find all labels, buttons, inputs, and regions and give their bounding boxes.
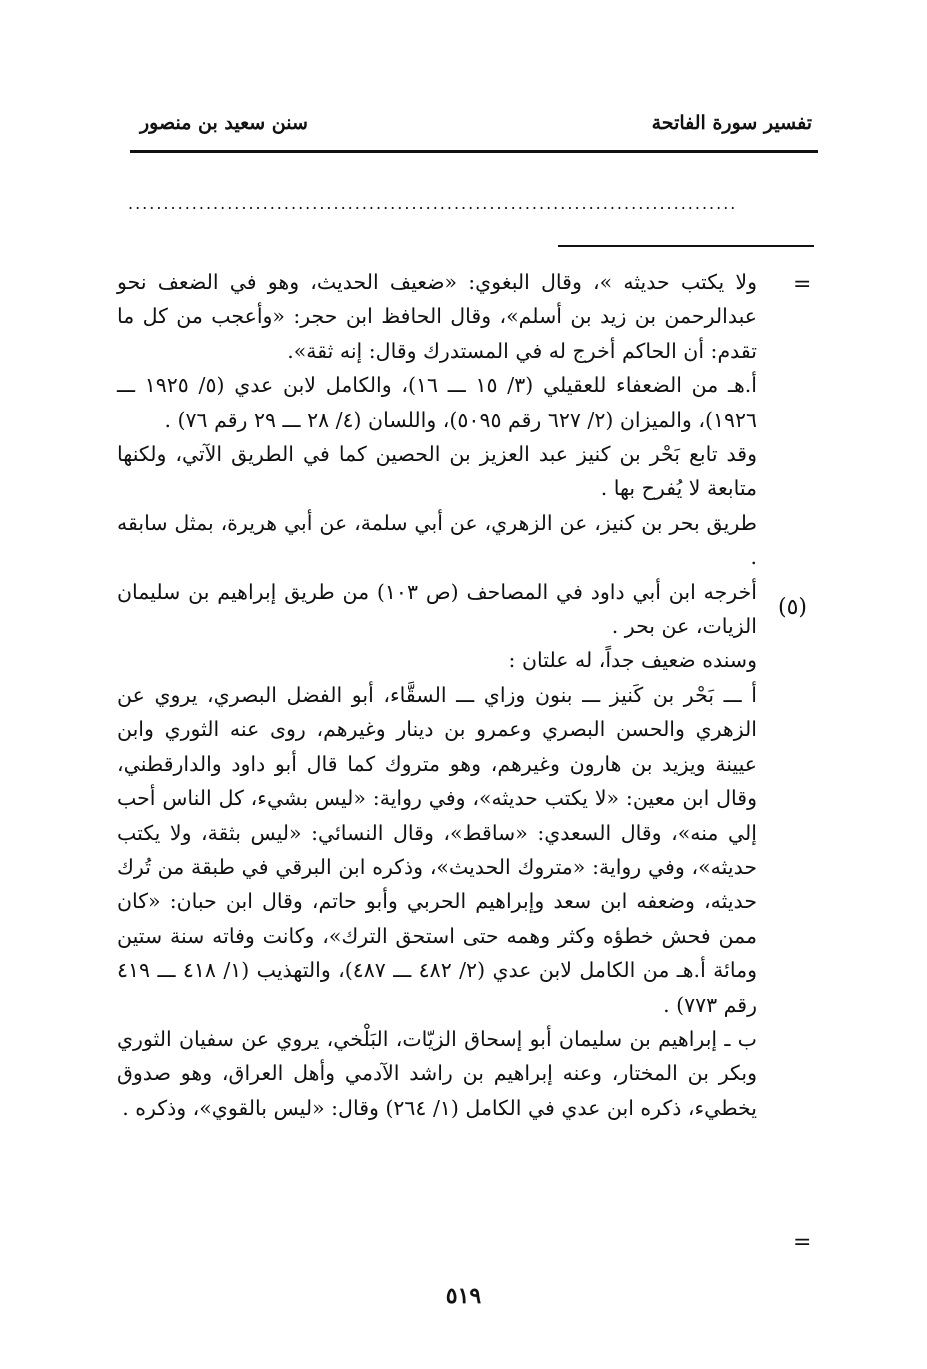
footnote-number-5: (٥) (778, 595, 808, 620)
paragraph-illa-b: ب ـ إبراهيم بن سليمان أبو إسحاق الزيّات، البَلْخي، يروي عن سفيان الثوري وبكر بن المختار، وعنه إبراهيم بن راشد الآدمي وأهل العراق، وهو صدوق يخطيء، ذكره ابن عدي في الكامل (١/ ٢٦٤) وقال: «ليس بالقوي»، وذكره . (117, 1026, 757, 1120)
continuation-marker-bottom: = (793, 1230, 812, 1255)
page-number: ٥١٩ (445, 1283, 482, 1309)
continuation-marker-top: = (793, 272, 812, 297)
paragraph-tariq-bahr: طريق بحر بن كنيز، عن الزهري، عن أبي سلمة، عن أبي هريرة، بمثل سابقه . (117, 510, 757, 570)
running-header-book: سنن سعيد بن منصور (140, 112, 308, 134)
ellipsis-dots-row: ...................................................................................... (128, 196, 738, 212)
paragraph-baghawi: ولا يكتب حديثه »، وقال البغوي: «ضعيف الحديث، وهو في الضعف نحو عبدالرحمن بن زيد بن أسلم»، وقال الحافظ ابن حجر: «وأعجب من كل ما تقدم: أن الحاكم أخرج له في المستدرك وقال: إنه ثقة». (117, 270, 757, 363)
paragraph-isnad-grade: وسنده ضعيف جداً، له علتان : (508, 648, 757, 673)
running-header-chapter: تفسير سورة الفاتحة (651, 112, 812, 134)
header-rule (130, 150, 818, 153)
paragraph-takhrij: أخرجه ابن أبي داود في المصاحف (ص ١٠٣) من طريق إبراهيم بن سليمان الزيات، عن بحر . (117, 579, 757, 639)
paragraph-sources-1: أ.هـ من الضعفاء للعقيلي (٣/ ١٥ ـــ ١٦)، والكامل لابن عدي (٥/ ١٩٢٥ ـــ ١٩٢٦)، والميزان (٢/ ٦٢٧ رقم ٥٠٩٥)، واللسان (٤/ ٢٨ ـــ ٢٩ رقم ٧٦) . (117, 373, 757, 432)
footnote-body (117, 265, 757, 1125)
footnote-separator-rule (558, 245, 814, 247)
paragraph-illa-a: أ ـــ بَحْر بن كَنيز ـــ بنون وزاي ـــ السقَّاء، أبو الفضل البصري، يروي عن الزهري والحسن البصري وعمرو بن دينار وغيرهم، روى عنه الثوري وابن عيينة ويزيد بن هارون وغيرهم، وهو متروك كما قال أبو داود والدارقطني، وقال ابن معين: «لا يكتب حديثه»، وفي رواية: «ليس بشيء، كل الناس أحب إلي منه»، وقال السعدي: «ساقط»، وقال النسائي: «ليس بثقة، ولا يكتب حديثه»، وفي رواية: «متروك الحديث»، وذكره ابن البرقي في طبقة من تُرك حديثه، وضعفه ابن سعد وإبراهيم الحربي وأبو حاتم، وقال ابن حبان: «كان ممن فحش خطؤه وكثر وهمه حتى استحق الترك»، وكانت وفاته سنة ستين ومائة أ.هـ من الكامل لابن عدي (٢/ ٤٨٢ ـــ ٤٨٧)، والتهذيب (١/ ٤١٨ ـــ ٤١٩ رقم ٧٧٣) . (117, 682, 757, 1017)
paragraph-mutaba: وقد تابع بَحْر بن كنيز عبد العزيز بن الحصين كما في الطريق الآتي، ولكنها متابعة لا يُفرح بها . (117, 442, 757, 501)
